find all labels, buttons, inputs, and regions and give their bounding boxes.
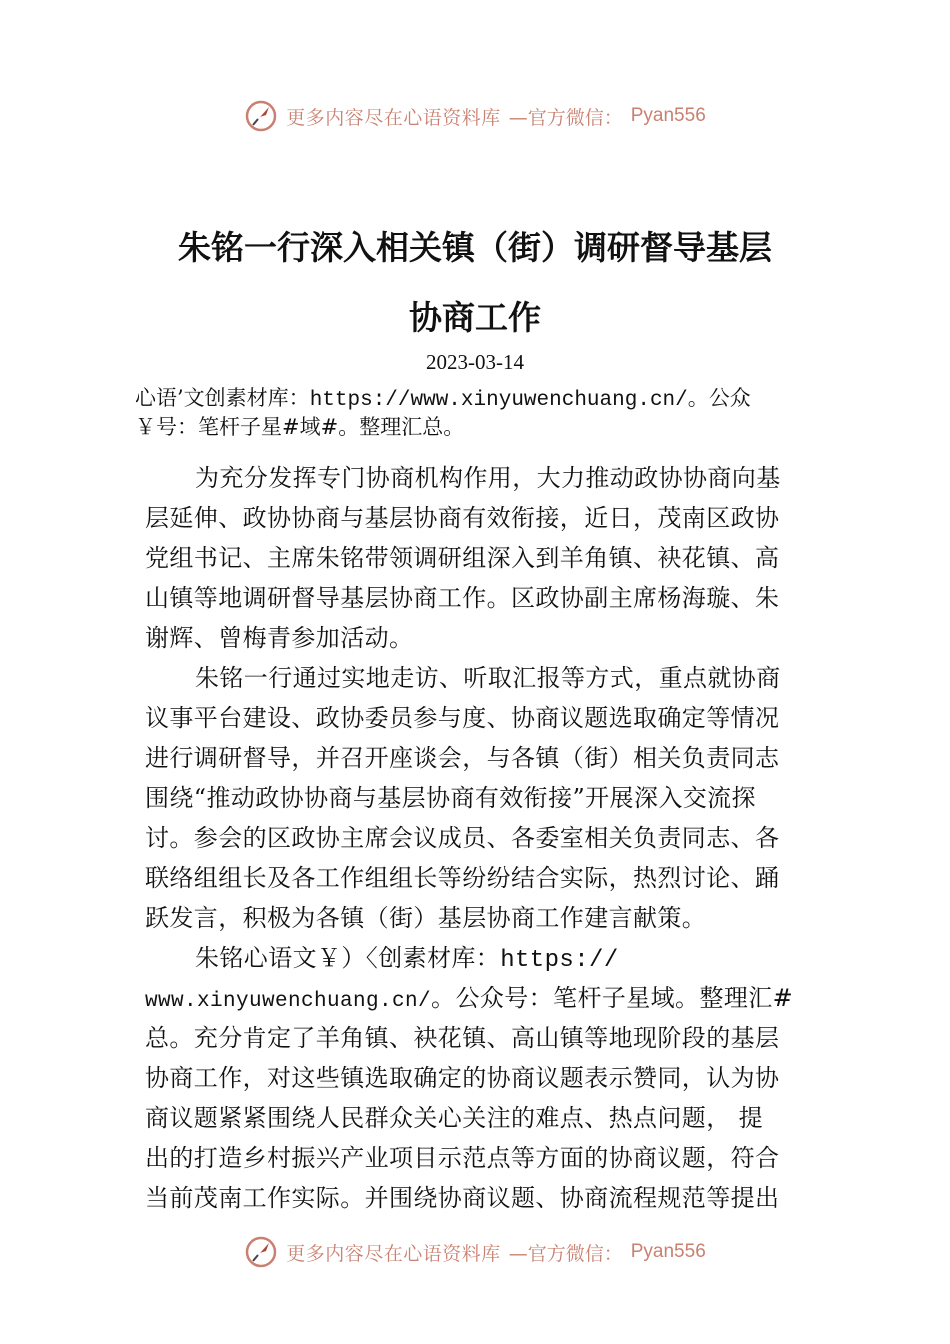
paragraph-line: 为充分发挥专门协商机构作用，大力推动政协协商向基 [195,464,781,492]
publish-date: 2023-03-14 [426,350,524,374]
paragraph-line: 商议题紧紧围绕人民群众关心关注的难点、热点问题， 提 [145,1104,764,1132]
footer-banner [0,1232,950,1272]
paragraph-line: 党组书记、主席朱铭带领调研组深入到羊角镇、袂花镇、高 [145,544,780,572]
paragraph-line [145,983,793,1017]
paragraph-line: 讨。参会的区政协主席会议成员、各委室相关负责同志、各 [145,824,780,852]
page-title-line-1: 朱铭一行深入相关镇（街）调研督导基层 [178,228,772,267]
paragraph-line: 出的打造乡村振兴产业项目示范点等方面的协商议题，符合 [145,1144,780,1172]
quill-logo-icon [244,1235,278,1269]
paragraph-line: 议事平台建设、政协委员参与度、协商议题选取确定等情况 [145,704,780,732]
banner-text: 更多内容尽在心语资料库 [286,1242,501,1265]
header-banner [0,96,950,136]
source-url: https://www.xinyuwenchuang.cn/ [309,389,688,412]
banner-separator: —官方微信： [508,1242,623,1265]
p3-url-start: https:// [500,947,619,974]
banner-separator: —官方微信： [508,106,623,129]
paragraph-line: 层延伸、政协协商与基层协商有效衔接，近日，茂南区政协 [145,504,780,532]
banner-text: 更多内容尽在心语资料库 [286,106,501,129]
paragraph-line: 进行调研督导，并召开座谈会，与各镇（街）相关负责同志 [145,744,780,772]
banner-account: Pyan556 [630,1241,706,1262]
paragraph-line: 总。充分肯定了羊角镇、袂花镇、高山镇等地现阶段的基层 [145,1024,780,1052]
paragraph-line: 谢辉、曾梅青参加活动。 [145,624,414,652]
banner-account: Pyan556 [630,105,706,126]
page-title-line-2: 协商工作 [409,298,541,337]
source-suffix: 。公众 [687,386,751,410]
paragraph-line: 围绕“推动政协协商与基层协商有效衔接”开展深入交流探 [145,784,756,812]
paragraph-line: 山镇等地调研督导基层协商工作。区政协副主席杨海璇、朱 [145,584,780,612]
p3-url-end: www.xinyuwenchuang.cn/ [145,990,432,1013]
p3-suffix: 。公众号：笔杆子星域。整理汇# [431,984,794,1012]
source-line-2: ￥号：笔杆子星#域#。整理汇总。 [135,415,465,439]
quill-logo-icon [244,99,278,133]
source-prefix: 心语’文创素材库： [135,386,310,410]
p3-prefix: 朱铭心语文￥）〈创素材库： [195,944,501,972]
paragraph-line: 当前茂南工作实际。并围绕协商议题、协商流程规范等提出 [145,1184,780,1212]
paragraph-line: 联络组组长及各工作组组长等纷纷结合实际，热烈讨论、踊 [145,864,780,892]
paragraph-line: 协商工作，对这些镇选取确定的协商议题表示赞同，认为协 [145,1064,780,1092]
paragraph-line [195,943,619,976]
paragraph-line: 跃发言，积极为各镇（街）基层协商工作建言献策。 [145,904,707,932]
source-line-1 [135,382,751,412]
paragraph-line: 朱铭一行通过实地走访、听取汇报等方式，重点就协商 [195,664,781,692]
